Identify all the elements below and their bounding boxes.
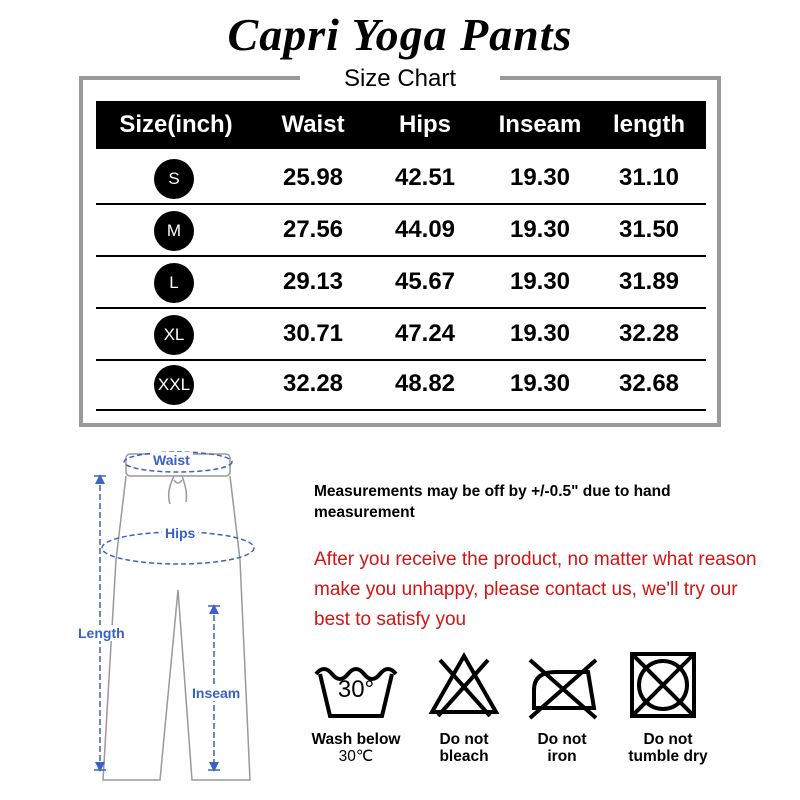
cell-waist: 27.56 (282, 216, 344, 243)
cell-length: 32.68 (618, 370, 680, 397)
cell-hips: 44.09 (394, 216, 456, 243)
header-hips: Hips (398, 111, 451, 138)
cell-length: 31.89 (618, 268, 680, 295)
cell-length: 31.50 (618, 216, 680, 243)
header-size: Size(inch) (119, 111, 233, 138)
table-row (96, 257, 706, 309)
header-length: length (613, 111, 685, 138)
size-badge: XL (154, 315, 194, 355)
table-header (96, 101, 706, 149)
cell-hips: 42.51 (394, 164, 456, 191)
hips-label: Hips (162, 525, 198, 541)
inseam-label: Inseam (192, 685, 241, 701)
care-label-iron: Do not iron (537, 731, 587, 765)
cell-length: 32.28 (618, 320, 680, 347)
cell-inseam: 19.30 (509, 320, 571, 347)
cell-waist: 29.13 (282, 268, 344, 295)
cell-waist: 32.28 (282, 370, 344, 397)
table-row (96, 205, 706, 257)
length-label: Length (78, 625, 125, 641)
size-badge: XXL (154, 365, 194, 405)
care-label-wash: Wash below 30℃ (311, 731, 401, 765)
cell-hips: 48.82 (394, 370, 456, 397)
measurement-note: Measurements may be off by +/-0.5" due to hand measurement (314, 483, 671, 521)
cell-waist: 25.98 (282, 164, 344, 191)
waist-label: Waist (150, 452, 193, 468)
table-row (96, 359, 706, 411)
size-chart-subtitle: Size Chart (300, 62, 500, 96)
satisfaction-note: After you receive the product, no matter what reason make you unhappy, please contact us, we'll try our best to satisfy you (314, 549, 757, 630)
cell-inseam: 19.30 (509, 268, 571, 295)
header-inseam: Inseam (498, 111, 582, 138)
cell-hips: 47.24 (394, 320, 456, 347)
table-row (96, 309, 706, 361)
cell-hips: 45.67 (394, 268, 456, 295)
do-not-tumble-dry-icon (628, 650, 698, 720)
page-title: Capri Yoga Pants (227, 9, 573, 60)
do-not-bleach-icon (428, 650, 500, 718)
care-label-tumble: Do not tumble dry (628, 731, 708, 765)
size-badge: M (154, 211, 194, 251)
cell-inseam: 19.30 (509, 164, 571, 191)
cell-inseam: 19.30 (509, 216, 571, 243)
cell-length: 31.10 (618, 164, 680, 191)
do-not-iron-icon (526, 652, 600, 720)
care-label-bleach: Do not bleach (439, 731, 489, 765)
size-badge: S (154, 159, 194, 199)
cell-waist: 30.71 (282, 320, 344, 347)
header-waist: Waist (281, 111, 345, 138)
cell-inseam: 19.30 (509, 370, 571, 397)
wash-temperature: 30° (337, 676, 375, 703)
size-badge: L (154, 263, 194, 303)
table-row (96, 153, 706, 205)
pants-measurement-diagram (70, 440, 280, 790)
